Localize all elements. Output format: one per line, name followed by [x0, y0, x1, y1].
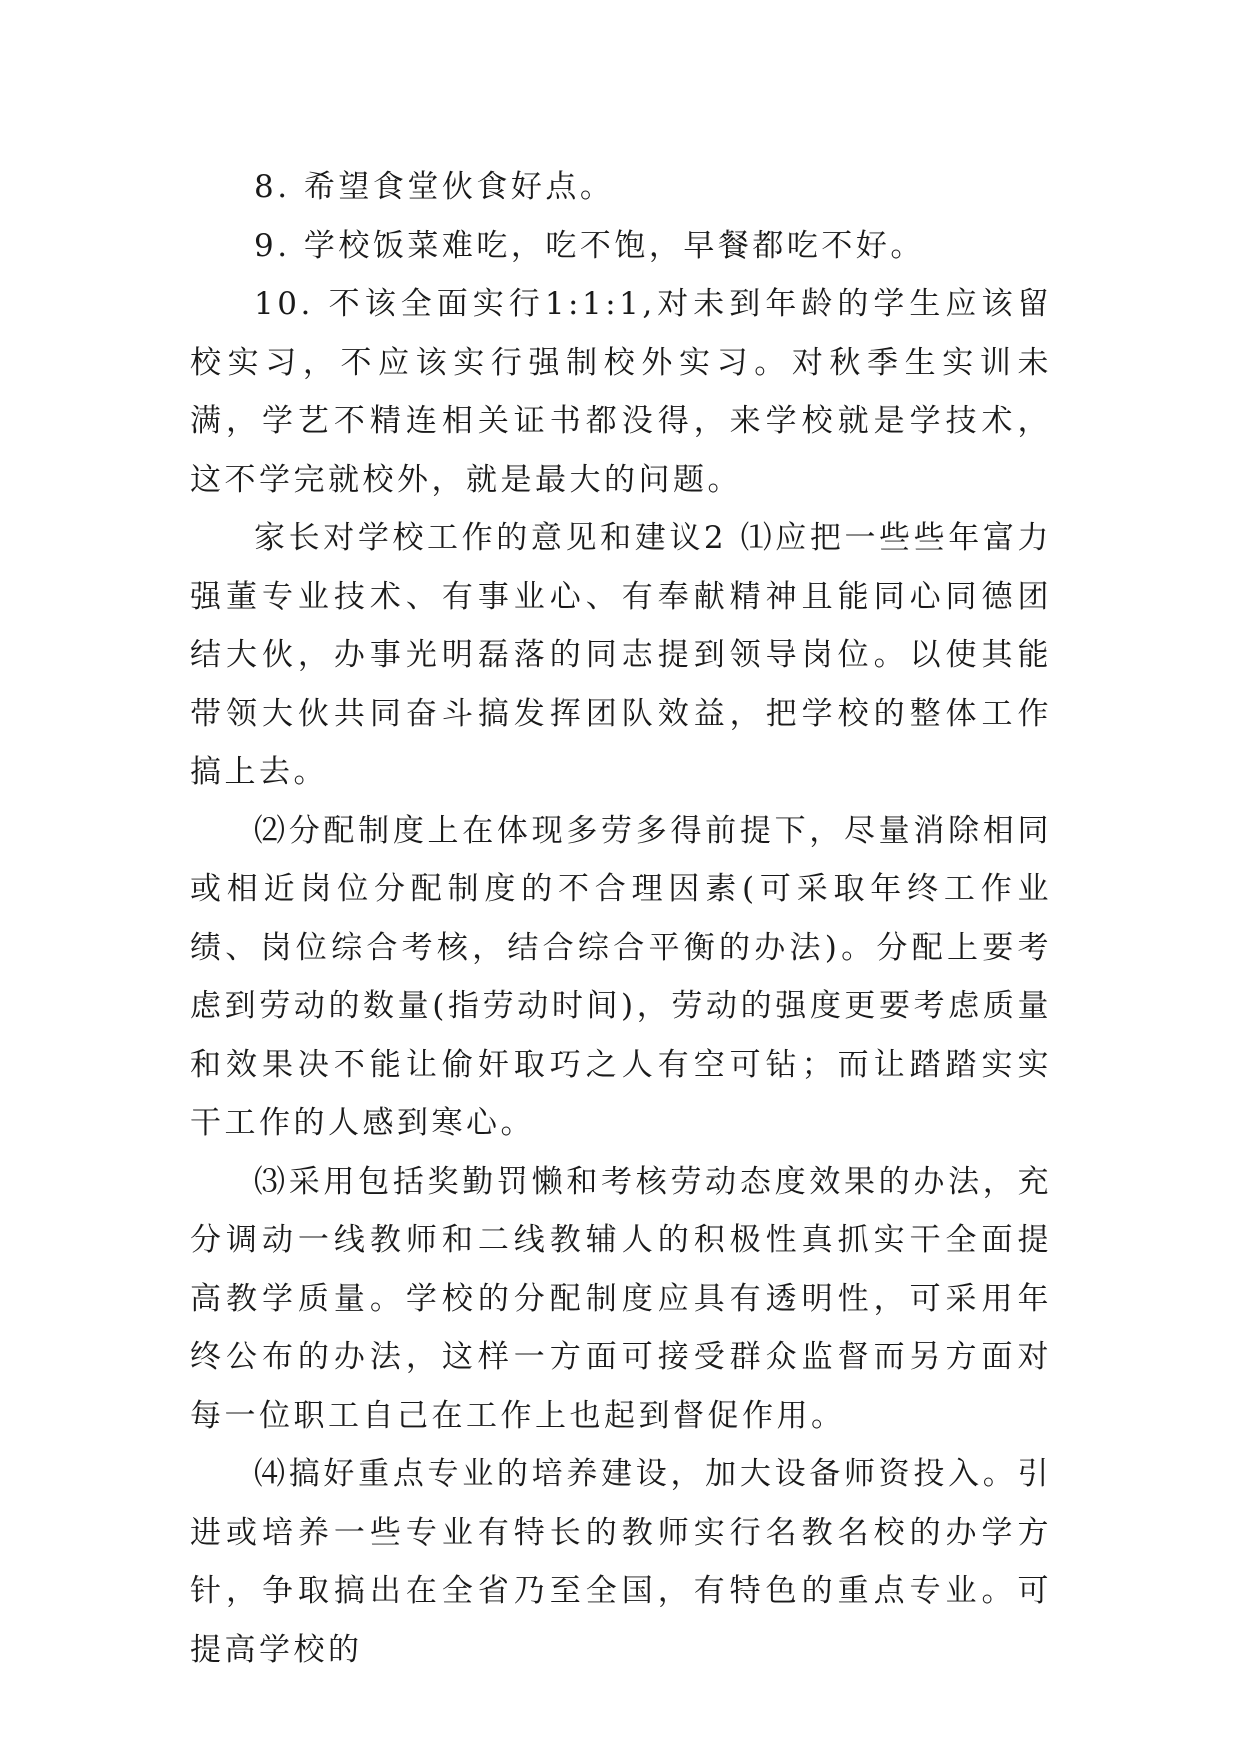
- paragraph-item-8: 8. 希望食堂伙食好点。: [254, 169, 615, 205]
- paragraph-suggestions-2: ⑵分配制度上在体现多劳多得前提下，尽量消除相同或相近岗位分配制度的不合理因素(可采取年终工作业绩、岗位综合考核，结合综合平衡的办法)。分配上要考虑到劳动的数量(指劳动时间)，劳动的强度更要考虑质量和效果决不能让偷奸取巧之人有空可钻；而让踏踏实实干工作的人感到寒心。: [190, 812, 1052, 1141]
- paragraph-suggestions-3: ⑶采用包括奖勤罚懒和考核劳动态度效果的办法，充分调动一线教师和二线教辅人的积极性真抓实干全面提高教学质量。学校的分配制度应具有透明性，可采用年终公布的办法，这样一方面可接受群众监督而另方面对每一位职工自己在工作上也起到督促作用。: [190, 1163, 1052, 1434]
- document-body: [190, 158, 1052, 1679]
- paragraph-suggestions-1: 家长对学校工作的意见和建议2 ⑴应把一些些年富力强董专业技术、有事业心、有奉献精神且能同心同德团结大伙，办事光明磊落的同志提到领导岗位。以使其能带领大伙共同奋斗搞发挥团队效益，把学校的整体工作搞上去。: [190, 520, 1052, 790]
- paragraph-suggestions-4: ⑷搞好重点专业的培养建设，加大设备师资投入。引进或培养一些专业有特长的教师实行名教名校的办学方针，争取搞出在全省乃至全国，有特色的重点专业。可提高学校的: [190, 1456, 1052, 1668]
- paragraph-item-9: 9. 学校饭菜难吃，吃不饱，早餐都吃不好。: [254, 227, 925, 264]
- paragraph-item-10: 10. 不该全面实行1:1:1,对未到年龄的学生应该留校实习，不应该实行强制校外实习。对秋季生实训未满，学艺不精连相关证书都没得，来学校就是学技术，这不学完就校外，就是最大的问题。: [190, 286, 1052, 498]
